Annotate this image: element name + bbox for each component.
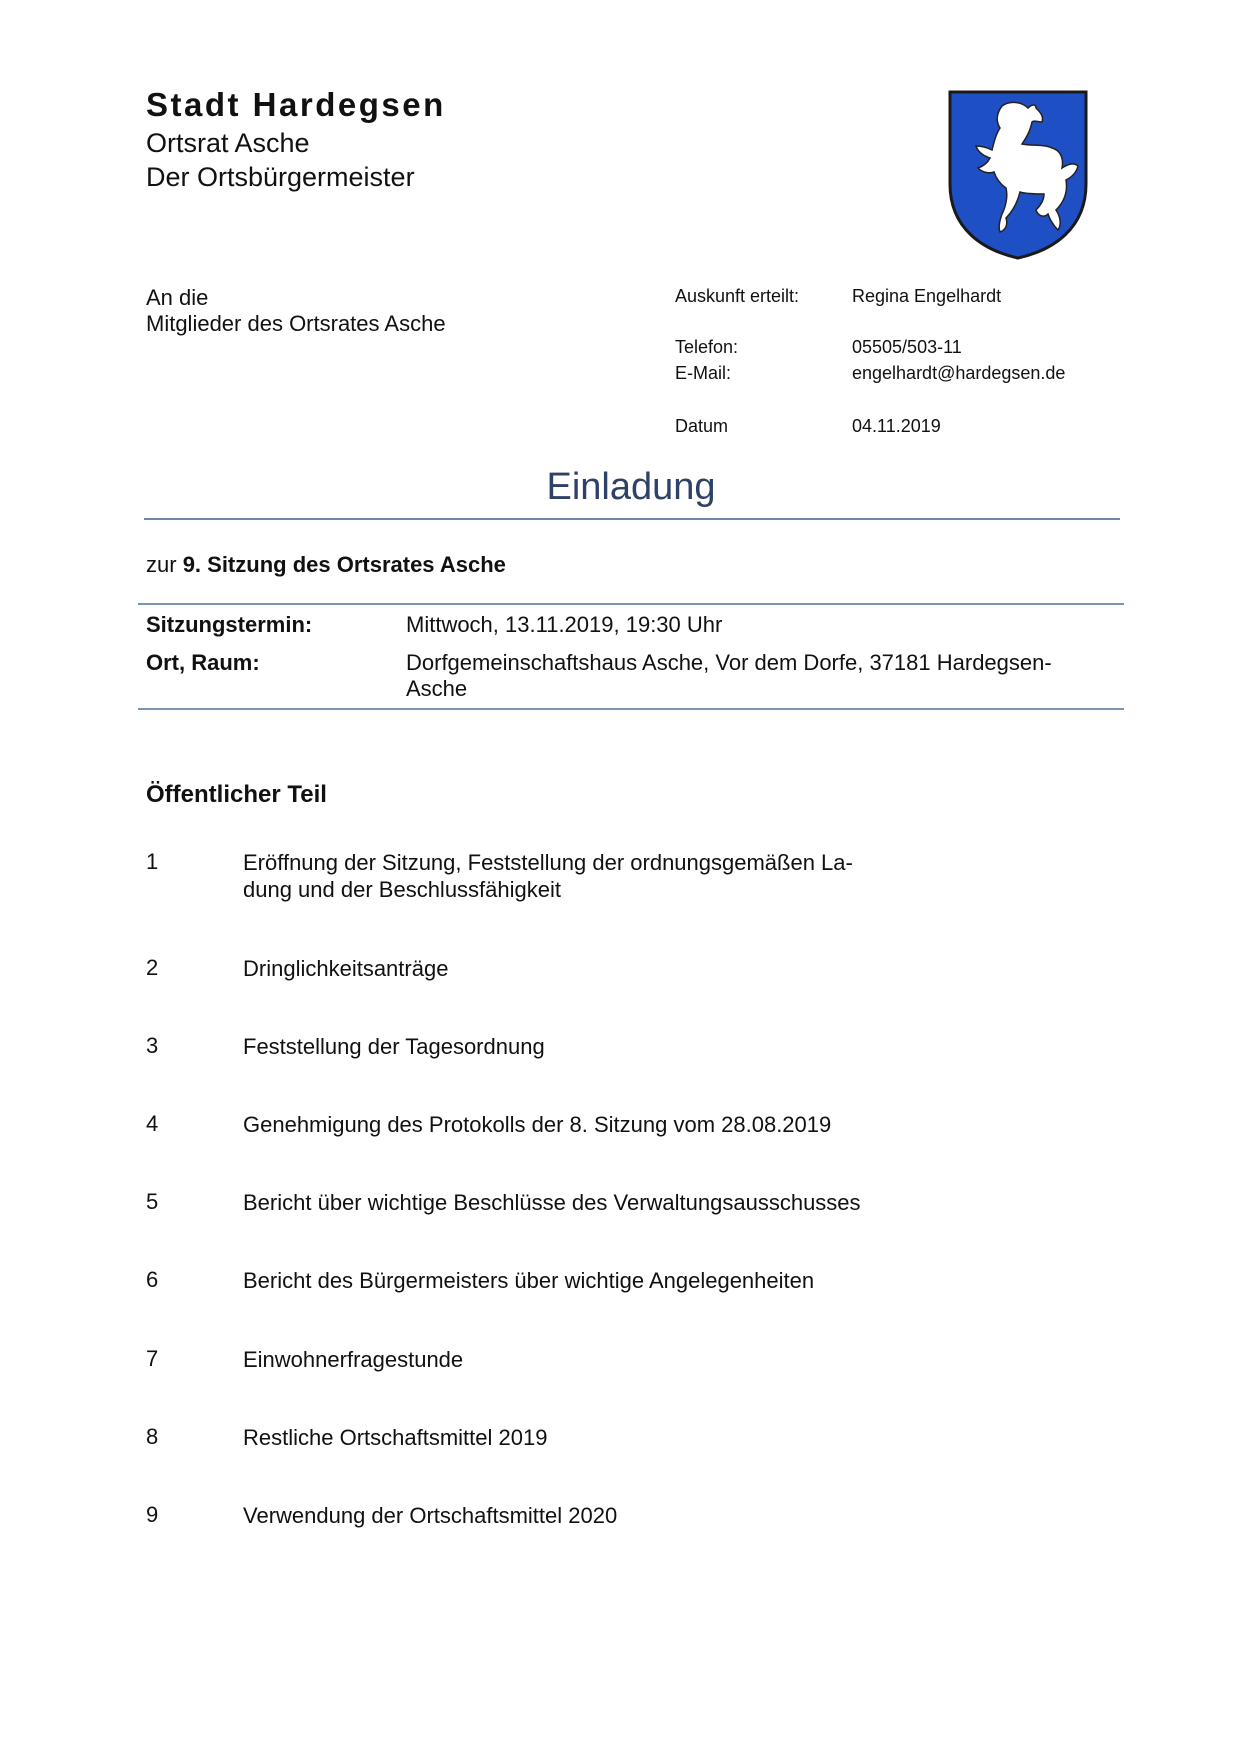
phone-label: Telefon: (675, 337, 739, 357)
details-bottom-divider (138, 708, 1124, 710)
email-value[interactable]: engelhardt@hardegsen.de (852, 363, 1066, 383)
agenda-item-number: 8 (146, 1424, 159, 1449)
agenda-item-number: 3 (146, 1033, 159, 1058)
email-label: E-Mail: (675, 363, 732, 383)
meeting-place-value (406, 650, 1106, 702)
date-label: Datum (675, 416, 729, 436)
agenda-item-text: Verwendung der Ortschaftsmittel 2020 (243, 1503, 618, 1528)
meeting-place-line: Dorfgemeinschaftshaus Asche, Vor dem Dorfe, 37181 Hardegsen- (406, 650, 1052, 675)
agenda-item-line: Eröffnung der Sitzung, Feststellung der ordnungsgemäßen La- (243, 850, 853, 875)
agenda-item-text: Einwohnerfragestunde (243, 1347, 464, 1372)
agenda-item-number: 1 (146, 849, 159, 874)
organization-role: Der Ortsbürgermeister (146, 162, 415, 192)
meeting-time-label: Sitzungstermin: (146, 612, 313, 637)
title-divider (144, 518, 1120, 520)
coat-of-arms-horse-icon (944, 88, 1092, 260)
section-heading: Öffentlicher Teil (146, 781, 327, 808)
agenda-item-text: Genehmigung des Protokolls der 8. Sitzung vom 28.08.2019 (243, 1112, 832, 1137)
contact-person-label: Auskunft erteilt: (675, 286, 800, 306)
agenda-item-text: Bericht über wichtige Beschlüsse des Verwaltungsausschusses (243, 1190, 861, 1215)
session-prefix: zur (146, 552, 183, 577)
contact-person-value: Regina Engelhardt (852, 286, 1002, 306)
agenda-item-number: 9 (146, 1502, 159, 1527)
organization-subunit: Ortsrat Asche (146, 128, 310, 158)
agenda-item-text: Dringlichkeitsanträge (243, 956, 449, 981)
date-value: 04.11.2019 (852, 416, 941, 436)
agenda-item-number: 4 (146, 1111, 159, 1136)
organization-name: Stadt Hardegsen (146, 86, 446, 123)
phone-value: 05505/503-11 (852, 337, 962, 357)
agenda-item-text: Bericht des Bürgermeisters über wichtige Angelegenheiten (243, 1268, 815, 1293)
meeting-time-value: Mittwoch, 13.11.2019, 19:30 Uhr (406, 612, 723, 637)
recipient-line: Mitglieder des Ortsrates Asche (146, 311, 446, 336)
session-line (146, 552, 506, 578)
meeting-place-label: Ort, Raum: (146, 650, 260, 675)
agenda-item-text: Feststellung der Tagesordnung (243, 1034, 545, 1059)
agenda-item-number: 2 (146, 955, 159, 980)
details-top-divider (138, 603, 1124, 605)
document-title: Einladung (546, 466, 716, 508)
recipient-line: An die (146, 285, 209, 310)
agenda-item-number: 7 (146, 1346, 159, 1371)
agenda-item-text: Restliche Ortschaftsmittel 2019 (243, 1425, 548, 1450)
agenda-item-text (243, 849, 923, 903)
session-title: 9. Sitzung des Ortsrates Asche (182, 552, 506, 577)
meeting-place-line: Asche (406, 676, 468, 701)
agenda-item-number: 6 (146, 1267, 159, 1292)
agenda-item-number: 5 (146, 1189, 159, 1214)
agenda-item-line: dung und der Beschlussfähigkeit (243, 877, 561, 902)
